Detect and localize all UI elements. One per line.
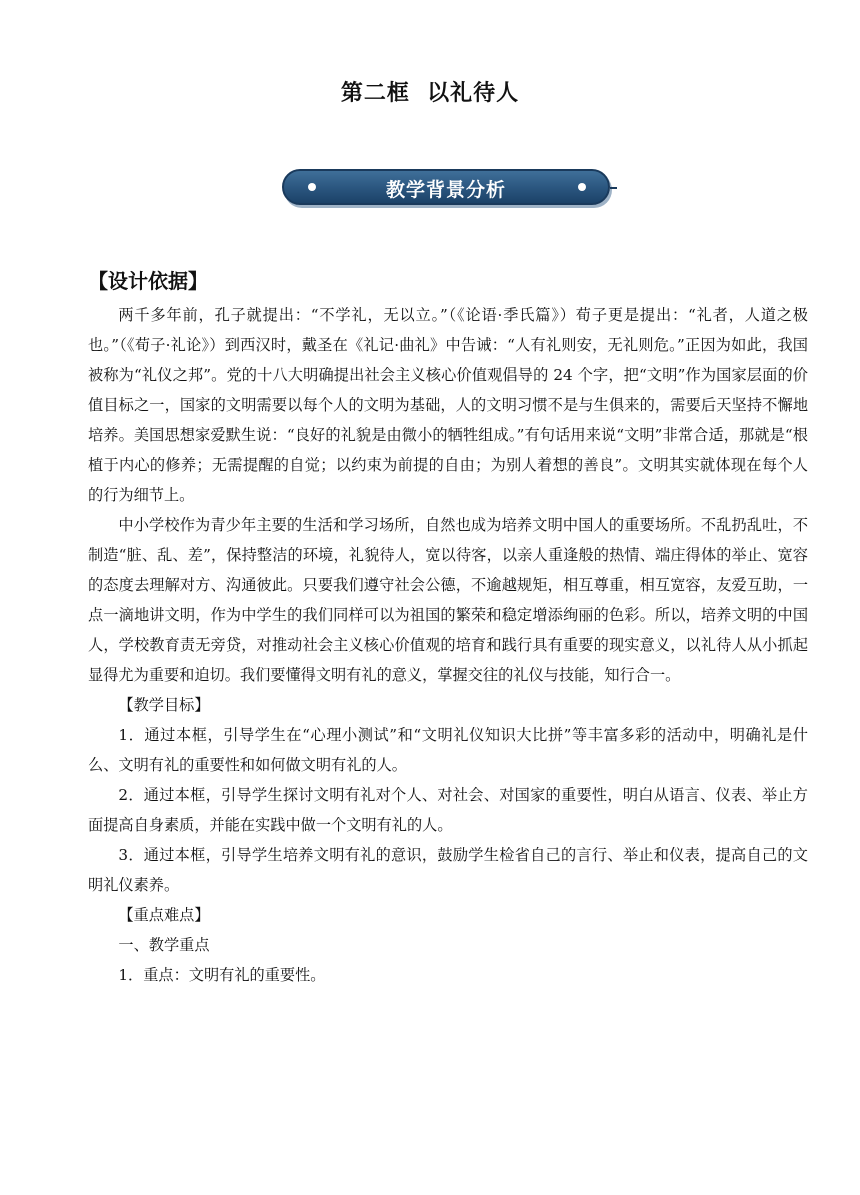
- goal-item-3: 3．通过本框，引导学生培养文明有礼的意识，鼓励学生检省自己的言行、举止和仪表，提高自己的文明礼仪素养。: [88, 846, 808, 894]
- section-banner: [282, 169, 610, 205]
- banner-tail-icon: [610, 187, 617, 189]
- goal-item-1: 1．通过本框，引导学生在“心理小测试”和“文明礼仪知识大比拼”等丰富多彩的活动中，明确礼是什么、文明有礼的重要性和如何做文明有礼的人。: [88, 726, 808, 774]
- heading-teaching-goals: 【教学目标】: [118, 696, 210, 714]
- focus-item-1: 1．重点：文明有礼的重要性。: [118, 966, 326, 984]
- section-heading: 【设计依据】: [88, 269, 208, 293]
- paragraph-design-basis-2: 中小学校作为青少年主要的生活和学习场所，自然也成为培养文明中国人的重要场所。不乱扔乱吐，不制造“脏、乱、差”，保持整洁的环境，礼貌待人，宽以待客，以亲人重逢般的热情、端庄得体的举止、宽容的态度去理解对方、沟通彼此。只要我们遵守社会公德，不逾越规矩，相互尊重，相互宽容，友爱互助，一点一滴地讲文明，作为中学生的我们同样可以为祖国的繁荣和稳定增添绚丽的色彩。所以，培养文明的中国人，学校教育责无旁贷，对推动社会主义核心价值观的培育和践行具有重要的现实意义，以礼待人从小抓起显得尤为重要和迫切。我们要懂得文明有礼的意义，掌握交往的礼仪与技能，知行合一。: [88, 516, 808, 684]
- heading-key-points: 【重点难点】: [118, 906, 210, 924]
- banner-dot-right-icon: [578, 183, 586, 191]
- subheading-teaching-focus: 一、教学重点: [118, 936, 210, 954]
- paragraph-design-basis-1: 两千多年前，孔子就提出：“不学礼，无以立。”（《论语·季氏篇》）荀子更是提出：“礼者，人道之极也。”（《荀子·礼论》）到西汉时，戴圣在《礼记·曲礼》中告诫：“人有礼则安，无礼则危。”正因为如此，我国被称为“礼仪之邦”。党的十八大明确提出社会主义核心价值观倡导的 24 个字，把“文明”作为国家层面的价值目标之一，国家的文明需要以每个人的文明为基础，人的文明习惯不是与生俱来的，需要后天坚持不懈地培养。美国思想家爱默生说：“良好的礼貌是由微小的牺牲组成。”有句话用来说“文明”非常合适，那就是“根植于内心的修养；无需提醒的自觉；以约束为前提的自由；为别人着想的善良”。文明其实就体现在每个人的行为细节上。: [88, 306, 808, 504]
- goal-item-2: 2．通过本框，引导学生探讨文明有礼对个人、对社会、对国家的重要性，明白从语言、仪表、举止方面提高自身素质，并能在实践中做一个文明有礼的人。: [88, 786, 808, 834]
- document-body: [88, 300, 808, 990]
- page-title: 第二框 以礼待人: [340, 81, 520, 106]
- banner-label: 教学背景分析: [385, 179, 506, 201]
